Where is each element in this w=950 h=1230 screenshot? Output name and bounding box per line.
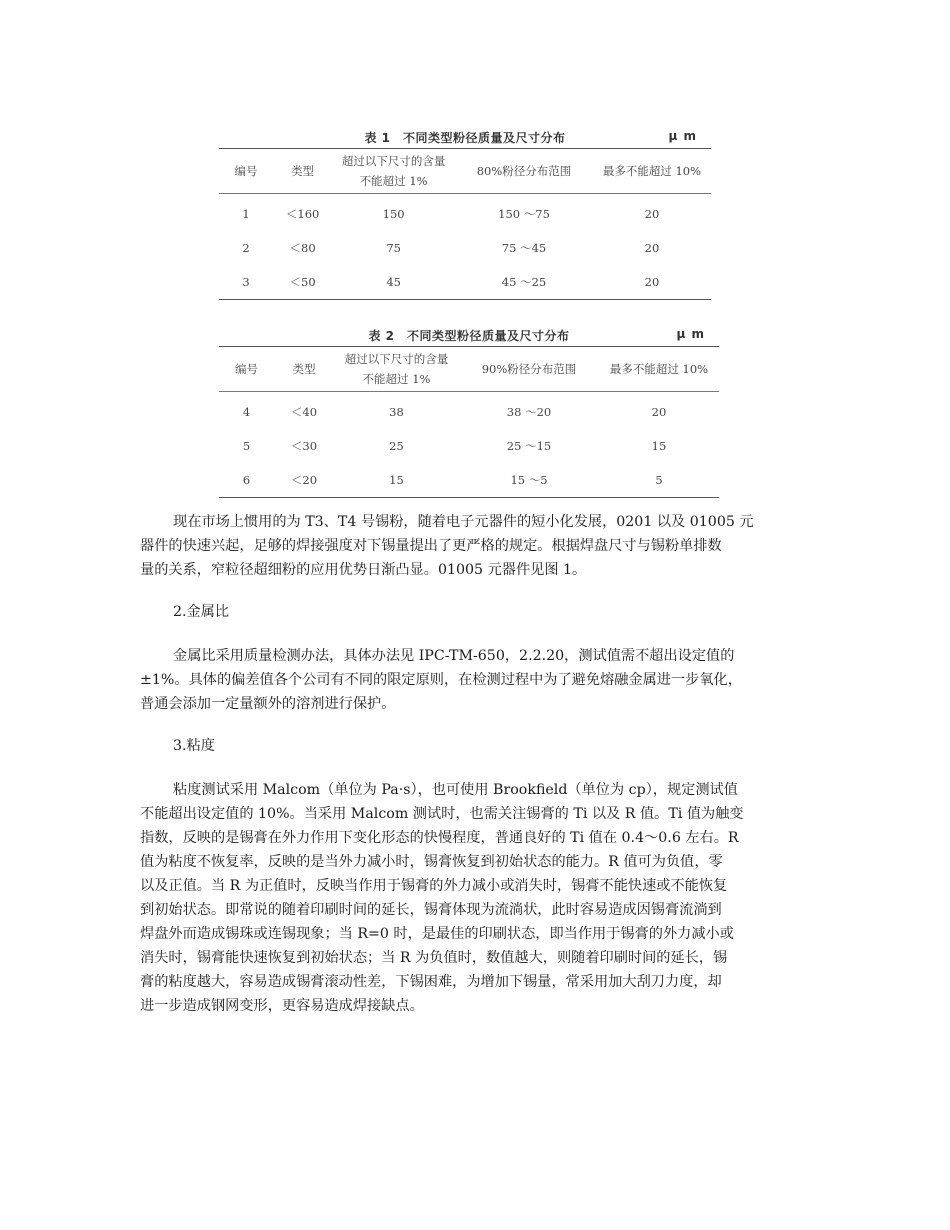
text-line: 器件的快速兴起，足够的焊接强度对下锡量提出了更严格的规定。根据焊盘尺寸与锡粉单排数 bbox=[140, 538, 722, 554]
table-2-caption-bar bbox=[219, 324, 719, 346]
table-row bbox=[219, 429, 719, 463]
paragraph-metal-ratio bbox=[140, 644, 812, 716]
table-cell: 20 bbox=[644, 241, 660, 255]
table-cell: 75 bbox=[386, 241, 401, 255]
table-cell: 20 bbox=[651, 405, 667, 419]
table-cell: 5 bbox=[655, 473, 663, 487]
table-row bbox=[219, 265, 711, 300]
column-header: 类型 bbox=[274, 347, 334, 392]
text-line: 金属比采用质量检测办法，具体办法见 IPC-TM-650，2.2.20，测试值需不超出设定值的 bbox=[173, 648, 735, 664]
text-line: 消失时，锡膏能快速恢复到初始状态；当 R 为负值时，数值越大，则随着印刷时间的延长，锡 bbox=[140, 950, 728, 966]
text-line: 焊盘外而造成锡珠或连锡现象；当 R=0 时，是最佳的印刷状态，即当作用于锡膏的外力减小或 bbox=[140, 926, 734, 942]
text-line: 指数，反映的是锡膏在外力作用下变化形态的快慢程度，普通良好的 Ti 值在 0.4～0.6 左右。R bbox=[140, 830, 739, 846]
section-heading-metal-ratio: 2.金属比 bbox=[173, 604, 230, 620]
table-cell: 15 bbox=[389, 473, 404, 487]
table-row bbox=[219, 231, 711, 265]
text-line: 粘度测试采用 Malcom（单位为 Pa·s），也可使用 Brookfield（单位为 cp），规定测试值 bbox=[173, 782, 738, 798]
table-header-row bbox=[219, 149, 711, 194]
table-cell: 1 bbox=[242, 207, 250, 221]
column-header-line: 不能超过 1% bbox=[362, 372, 431, 386]
table-2-caption: 表 2 不同类型粉径质量及尺寸分布 bbox=[368, 329, 570, 343]
table-row bbox=[219, 194, 711, 232]
column-header: 最多不能超过 10% bbox=[593, 149, 711, 194]
table-2-unit: μ m bbox=[676, 327, 705, 341]
table-cell: 150 bbox=[382, 207, 405, 221]
table-cell: ＜40 bbox=[290, 405, 318, 419]
table-cell: ＜20 bbox=[290, 473, 318, 487]
table-cell: 25 ～15 bbox=[506, 439, 552, 453]
text-line: 量的关系，窄粒径超细粉的应用优势日渐凸显。01005 元器件见图 1。 bbox=[140, 562, 587, 578]
table-cell: 20 bbox=[644, 275, 660, 289]
table-1-figure bbox=[219, 126, 711, 300]
paragraph-viscosity bbox=[140, 778, 812, 1018]
text-line: 膏的粘度越大，容易造成锡膏滚动性差，下锡困难，为增加下锡量，常采用加大刮刀力度，却 bbox=[140, 974, 722, 990]
table-cell: 38 bbox=[389, 405, 404, 419]
table-1-unit: μ m bbox=[668, 129, 697, 143]
table-cell: 45 bbox=[386, 275, 401, 289]
table-2-figure bbox=[219, 324, 719, 498]
table-1-caption: 表 1 不同类型粉径质量及尺寸分布 bbox=[364, 131, 566, 145]
column-header-line: 超过以下尺寸的含量 bbox=[341, 154, 446, 168]
text-line: 不能超出设定值的 10%。当采用 Malcom 测试时，也需关注锡膏的 Ti 以及 R 值。Ti 值为触变 bbox=[140, 806, 744, 822]
text-line: ±1%。具体的偏差值各个公司有不同的限定原则，在检测过程中为了避免熔融金属进一步氧化， bbox=[140, 672, 742, 688]
table-header-row bbox=[219, 347, 719, 392]
table-cell: 4 bbox=[242, 405, 251, 419]
table-1-caption-bar bbox=[219, 126, 711, 148]
section-heading-viscosity: 3.粘度 bbox=[173, 738, 215, 754]
column-header: 类型 bbox=[273, 149, 332, 194]
table-cell: 15 ～5 bbox=[510, 473, 548, 487]
text-line: 现在市场上惯用的为 T3、T4 号锡粉，随着电子元器件的短小化发展，0201 以及 01005 元 bbox=[173, 514, 754, 530]
table-cell: ＜160 bbox=[285, 207, 320, 221]
text-line: 进一步造成钢网变形，更容易造成焊接缺点。 bbox=[140, 998, 424, 1014]
column-header: 90%粉径分布范围 bbox=[459, 347, 599, 392]
column-header-line: 超过以下尺寸的含量 bbox=[344, 352, 449, 366]
table-2 bbox=[219, 346, 719, 498]
column-header bbox=[332, 149, 455, 194]
table-cell: 15 bbox=[651, 439, 667, 453]
text-line: 到初始状态。即常说的随着印刷时间的延长，锡膏体现为流淌状，此时容易造成因锡膏流淌到 bbox=[140, 902, 722, 918]
text-line: 值为粘度不恢复率，反映的是当外力减小时，锡膏恢复到初始状态的能力。R 值可为负值，零 bbox=[140, 854, 723, 870]
text-line: 普通会添加一定量额外的溶剂进行保护。 bbox=[140, 696, 396, 712]
table-row bbox=[219, 463, 719, 498]
column-header: 80%粉径分布范围 bbox=[455, 149, 593, 194]
paragraph-powder-trend bbox=[140, 510, 812, 582]
table-cell: ＜50 bbox=[289, 275, 316, 289]
table-cell: 6 bbox=[242, 473, 251, 487]
table-cell: 25 bbox=[389, 439, 404, 453]
table-cell: 150 ～75 bbox=[498, 207, 550, 221]
column-header: 最多不能超过 10% bbox=[599, 347, 719, 392]
column-header-line: 不能超过 1% bbox=[359, 174, 428, 188]
table-cell: ＜80 bbox=[289, 241, 316, 255]
table-cell: 3 bbox=[242, 275, 250, 289]
table-cell: 38 ～20 bbox=[506, 405, 552, 419]
table-cell: 20 bbox=[644, 207, 660, 221]
table-1 bbox=[219, 148, 711, 300]
table-cell: 2 bbox=[242, 241, 250, 255]
table-cell: 5 bbox=[242, 439, 251, 453]
column-header: 编号 bbox=[219, 149, 273, 194]
table-cell: 75 ～45 bbox=[501, 241, 547, 255]
text-line: 以及正值。当 R 为正值时，反映当作用于锡膏的外力减小或消失时，锡膏不能快速或不能恢复 bbox=[140, 878, 728, 894]
table-cell: 45 ～25 bbox=[501, 275, 547, 289]
column-header bbox=[334, 347, 459, 392]
table-row bbox=[219, 392, 719, 430]
column-header: 编号 bbox=[219, 347, 274, 392]
table-cell: ＜30 bbox=[290, 439, 318, 453]
